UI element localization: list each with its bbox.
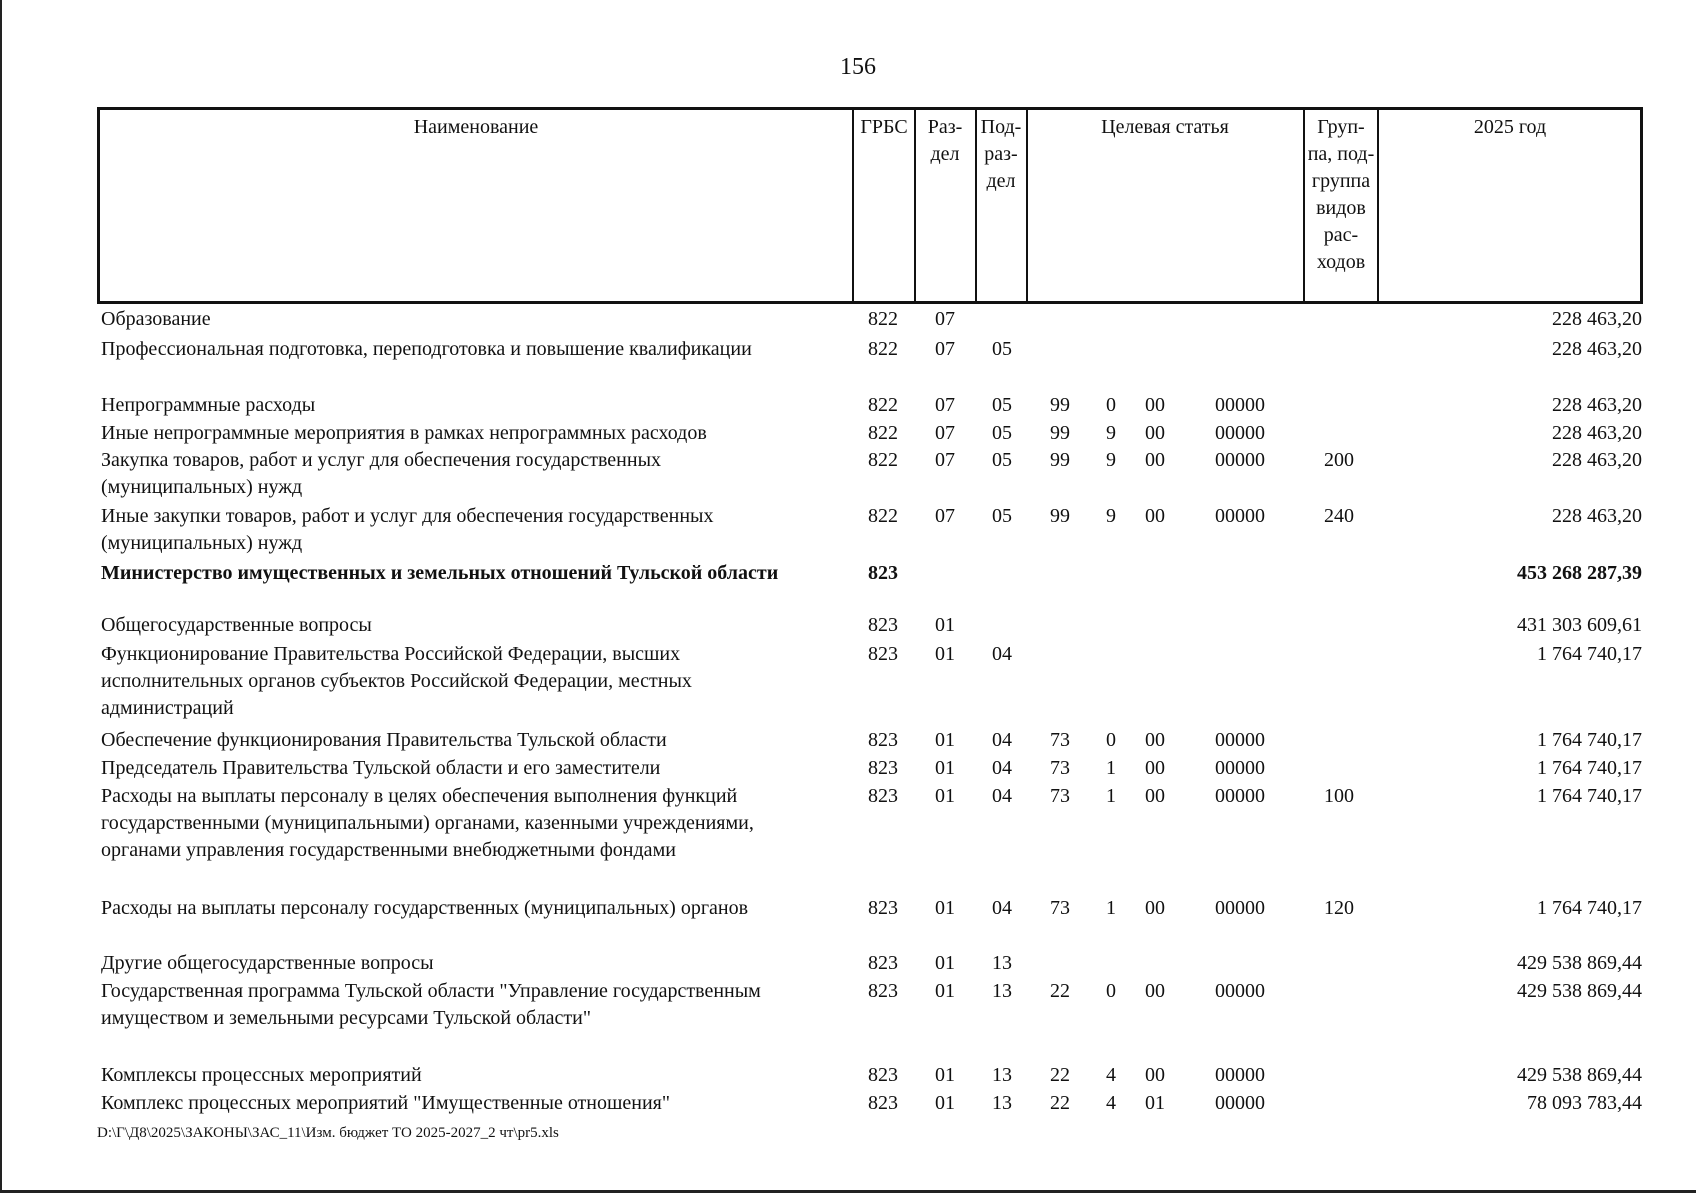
cell-t1: 99	[1050, 505, 1070, 527]
cell-t4: 00000	[1215, 422, 1265, 444]
cell-amount: 431 303 609,61	[1517, 614, 1642, 636]
cell-t4: 00000	[1215, 757, 1265, 779]
header-podrazdel-line: Под-	[980, 116, 1022, 138]
cell-t3: 01	[1145, 1092, 1165, 1114]
cell-t4: 00000	[1215, 449, 1265, 471]
cell-t2: 0	[1106, 729, 1116, 751]
cell-amount: 429 538 869,44	[1517, 952, 1642, 974]
row-name-line: Другие общегосударственные вопросы	[101, 952, 434, 974]
cell-grp: 120	[1324, 897, 1354, 919]
row-name	[101, 447, 841, 501]
cell-t1: 99	[1050, 449, 1070, 471]
table-header	[97, 107, 1643, 304]
cell-t2: 1	[1106, 785, 1116, 807]
cell-t2: 9	[1106, 422, 1116, 444]
cell-t2: 9	[1106, 505, 1116, 527]
row-name-line: Председатель Правительства Тульской области и его заместители	[101, 757, 661, 779]
cell-amount: 228 463,20	[1552, 505, 1642, 527]
row-name-line: Функционирование Правительства Российской Федерации, высших	[101, 643, 681, 665]
cell-razd: 07	[935, 422, 955, 444]
row-name	[101, 336, 841, 363]
header-group-line: группа	[1311, 170, 1371, 192]
cell-t4: 00000	[1215, 505, 1265, 527]
cell-razd: 01	[935, 897, 955, 919]
row-name	[101, 783, 841, 864]
cell-amount: 228 463,20	[1552, 338, 1642, 360]
cell-amount: 228 463,20	[1552, 449, 1642, 471]
header-group-line: Груп-	[1317, 116, 1365, 138]
cell-t2: 4	[1106, 1064, 1116, 1086]
header-razdel	[916, 110, 974, 301]
cell-t1: 22	[1050, 1064, 1070, 1086]
cell-pod: 04	[992, 643, 1012, 665]
cell-grbs: 823	[868, 729, 898, 751]
cell-pod: 05	[992, 338, 1012, 360]
page-border-left	[0, 0, 2, 1192]
cell-pod: 13	[992, 1064, 1012, 1086]
cell-amount: 429 538 869,44	[1517, 980, 1642, 1002]
cell-t3: 00	[1145, 394, 1165, 416]
row-name-line: (муниципальных) нужд	[101, 532, 303, 554]
cell-amount: 1 764 740,17	[1537, 757, 1642, 779]
row-name	[101, 950, 841, 977]
cell-grbs: 823	[868, 785, 898, 807]
cell-grbs: 823	[868, 897, 898, 919]
cell-razd: 01	[935, 757, 955, 779]
cell-grp: 100	[1324, 785, 1354, 807]
file-path: D:\Г\Д8\2025\ЗАКОНЫ\ЗАС_11\Изм. бюджет ТО 2025-2027_2 чт\pr5.xls	[97, 1125, 559, 1141]
row-name	[101, 560, 841, 587]
cell-t4: 00000	[1215, 729, 1265, 751]
row-name	[101, 727, 841, 754]
cell-grbs: 823	[868, 757, 898, 779]
row-name-line: Образование	[101, 308, 211, 330]
cell-t3: 00	[1145, 785, 1165, 807]
cell-razd: 07	[935, 394, 955, 416]
row-name-line: органами управления государственными внебюджетными фондами	[101, 839, 676, 861]
cell-t1: 99	[1050, 422, 1070, 444]
row-name	[101, 1090, 841, 1117]
row-name	[101, 420, 841, 447]
cell-t4: 00000	[1215, 980, 1265, 1002]
row-name-line: имуществом и земельными ресурсами Тульской области"	[101, 1007, 592, 1029]
cell-grbs: 823	[868, 562, 898, 584]
header-razdel-line: дел	[930, 143, 960, 165]
row-name	[101, 503, 841, 557]
cell-pod: 13	[992, 980, 1012, 1002]
cell-razd: 07	[935, 449, 955, 471]
cell-t3: 00	[1145, 449, 1165, 471]
cell-razd: 01	[935, 1064, 955, 1086]
row-name-line: Общегосударственные вопросы	[101, 614, 372, 636]
header-group-line: рас-	[1323, 224, 1359, 246]
cell-t1: 73	[1050, 729, 1070, 751]
cell-t3: 00	[1145, 897, 1165, 919]
cell-t2: 9	[1106, 449, 1116, 471]
cell-t3: 00	[1145, 422, 1165, 444]
row-name-line: Государственная программа Тульской области "Управление государственным	[101, 980, 761, 1002]
row-name-line: Непрограммные расходы	[101, 394, 316, 416]
header-group-line: па, под-	[1307, 143, 1375, 165]
cell-pod: 04	[992, 729, 1012, 751]
cell-t2: 0	[1106, 394, 1116, 416]
row-name	[101, 895, 841, 922]
row-name-line: Иные непрограммные мероприятия в рамках непрограммных расходов	[101, 422, 707, 444]
cell-pod: 13	[992, 1092, 1012, 1114]
cell-pod: 04	[992, 897, 1012, 919]
cell-amount: 1 764 740,17	[1537, 643, 1642, 665]
cell-razd: 01	[935, 785, 955, 807]
cell-pod: 05	[992, 449, 1012, 471]
cell-grbs: 823	[868, 1092, 898, 1114]
row-name-line: Комплекс процессных мероприятий "Имущественные отношения"	[101, 1092, 671, 1114]
cell-razd: 07	[935, 338, 955, 360]
row-name	[101, 612, 841, 639]
cell-t3: 00	[1145, 505, 1165, 527]
row-name-line: исполнительных органов субъектов Российской Федерации, местных	[101, 670, 692, 692]
page-border-bottom	[0, 1190, 1696, 1193]
header-podrazdel-line: дел	[986, 170, 1016, 192]
header-year: 2025 год	[1473, 116, 1547, 138]
cell-grbs: 823	[868, 614, 898, 636]
cell-grbs: 823	[868, 980, 898, 1002]
cell-grbs: 823	[868, 1064, 898, 1086]
page-number: 156	[840, 54, 876, 80]
cell-razd: 01	[935, 614, 955, 636]
cell-t1: 99	[1050, 394, 1070, 416]
cell-grbs: 823	[868, 643, 898, 665]
row-name-line: Комплексы процессных мероприятий	[101, 1064, 422, 1086]
header-razdel-line: Раз-	[927, 116, 963, 138]
cell-t2: 1	[1106, 757, 1116, 779]
cell-razd: 01	[935, 1092, 955, 1114]
cell-grp: 240	[1324, 505, 1354, 527]
cell-t3: 00	[1145, 757, 1165, 779]
row-name-line: Расходы на выплаты персоналу в целях обеспечения выполнения функций	[101, 785, 738, 807]
cell-t1: 73	[1050, 785, 1070, 807]
cell-grbs: 822	[868, 394, 898, 416]
cell-t3: 00	[1145, 980, 1165, 1002]
cell-razd: 01	[935, 643, 955, 665]
cell-t1: 22	[1050, 1092, 1070, 1114]
header-name: Наименование	[413, 116, 539, 138]
row-name-line: Министерство имущественных и земельных отношений Тульской области	[101, 562, 779, 584]
cell-t4: 00000	[1215, 785, 1265, 807]
cell-t1: 22	[1050, 980, 1070, 1002]
row-name-line: Расходы на выплаты персоналу государственных (муниципальных) органов	[101, 897, 749, 919]
cell-amount: 1 764 740,17	[1537, 897, 1642, 919]
cell-razd: 01	[935, 729, 955, 751]
cell-razd: 07	[935, 505, 955, 527]
cell-pod: 05	[992, 422, 1012, 444]
cell-pod: 05	[992, 505, 1012, 527]
row-name-line: Закупка товаров, работ и услуг для обеспечения государственных	[101, 449, 662, 471]
row-name	[101, 978, 841, 1032]
cell-pod: 04	[992, 785, 1012, 807]
cell-amount: 453 268 287,39	[1517, 562, 1642, 584]
row-name	[101, 755, 841, 782]
row-name-line: (муниципальных) нужд	[101, 476, 303, 498]
cell-amount: 1 764 740,17	[1537, 785, 1642, 807]
cell-t3: 00	[1145, 729, 1165, 751]
row-name-line: Обеспечение функционирования Правительства Тульской области	[101, 729, 667, 751]
cell-amount: 228 463,20	[1552, 394, 1642, 416]
cell-t1: 73	[1050, 897, 1070, 919]
header-group	[1305, 110, 1377, 301]
cell-grp: 200	[1324, 449, 1354, 471]
cell-t4: 00000	[1215, 897, 1265, 919]
cell-grbs: 823	[868, 952, 898, 974]
row-name	[101, 306, 841, 333]
cell-grbs: 822	[868, 422, 898, 444]
header-group-line: видов	[1316, 197, 1366, 219]
cell-t2: 0	[1106, 980, 1116, 1002]
cell-amount: 1 764 740,17	[1537, 729, 1642, 751]
cell-t4: 00000	[1215, 1092, 1265, 1114]
cell-grbs: 822	[868, 308, 898, 330]
row-name-line: Профессиональная подготовка, переподготовка и повышение квалификации	[101, 338, 752, 360]
cell-t4: 00000	[1215, 1064, 1265, 1086]
cell-amount: 228 463,20	[1552, 422, 1642, 444]
cell-grbs: 822	[868, 338, 898, 360]
cell-amount: 429 538 869,44	[1517, 1064, 1642, 1086]
cell-razd: 01	[935, 952, 955, 974]
row-name-line: государственными (муниципальными) органами, казенными учреждениями,	[101, 812, 754, 834]
cell-t2: 1	[1106, 897, 1116, 919]
cell-pod: 13	[992, 952, 1012, 974]
cell-t1: 73	[1050, 757, 1070, 779]
cell-amount: 228 463,20	[1552, 308, 1642, 330]
cell-t2: 4	[1106, 1092, 1116, 1114]
row-name-line: Иные закупки товаров, работ и услуг для обеспечения государственных	[101, 505, 714, 527]
cell-amount: 78 093 783,44	[1527, 1092, 1642, 1114]
row-name-line: администраций	[101, 697, 234, 719]
cell-t4: 00000	[1215, 394, 1265, 416]
header-target: Целевая статья	[1101, 116, 1229, 138]
cell-razd: 01	[935, 980, 955, 1002]
cell-pod: 05	[992, 394, 1012, 416]
header-group-line: ходов	[1316, 251, 1366, 273]
cell-grbs: 822	[868, 449, 898, 471]
row-name	[101, 1062, 841, 1089]
header-podrazdel-line: раз-	[984, 143, 1018, 165]
row-name	[101, 392, 841, 419]
cell-razd: 07	[935, 308, 955, 330]
row-name	[101, 641, 841, 722]
cell-pod: 04	[992, 757, 1012, 779]
header-grbs: ГРБС	[860, 116, 908, 138]
header-podrazdel	[977, 110, 1025, 301]
cell-t3: 00	[1145, 1064, 1165, 1086]
cell-grbs: 822	[868, 505, 898, 527]
